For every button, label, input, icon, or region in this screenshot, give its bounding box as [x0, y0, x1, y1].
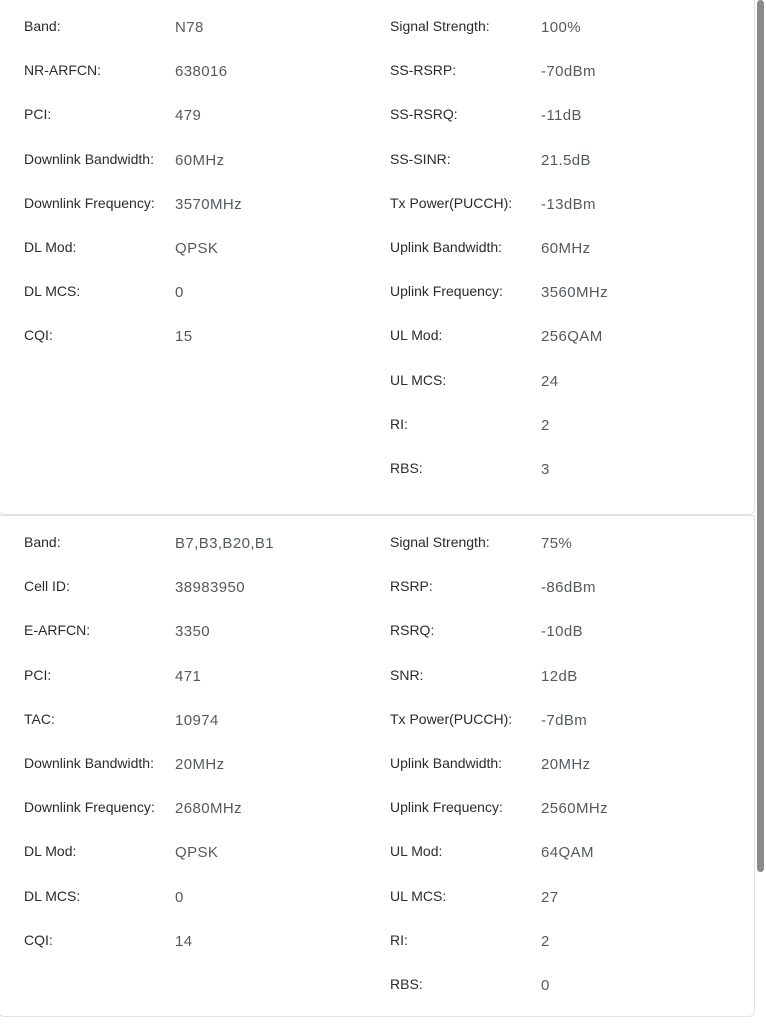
lte-cell-info-panel: [0, 515, 755, 1017]
field-label: UL MCS:: [390, 371, 447, 388]
field-value: -70dBm: [541, 63, 596, 81]
field-label: Downlink Bandwidth:: [24, 754, 154, 771]
field-label: SS-SINR:: [390, 150, 451, 167]
field-label: Tx Power(PUCCH):: [390, 710, 513, 727]
field-label: Downlink Frequency:: [24, 194, 155, 211]
field-value: 38983950: [175, 579, 245, 597]
field-value: 21.5dB: [541, 151, 591, 169]
field-value: 3570MHz: [175, 195, 242, 213]
field-label: SS-RSRQ:: [390, 106, 458, 123]
field-value: 0: [541, 976, 550, 994]
field-value: QPSK: [175, 844, 219, 862]
field-value: 20MHz: [175, 755, 225, 773]
field-label: UL MCS:: [390, 887, 447, 904]
field-label: Downlink Frequency:: [24, 799, 155, 816]
field-value: -7dBm: [541, 711, 588, 729]
field-label: DL Mod:: [24, 843, 77, 860]
field-label: Signal Strength:: [390, 534, 490, 550]
field-label: RI:: [390, 415, 408, 432]
field-value: 20MHz: [541, 755, 591, 773]
field-label: Band:: [24, 534, 61, 550]
field-value: 15: [175, 328, 193, 346]
field-label: Uplink Bandwidth:: [390, 754, 503, 771]
field-label: SS-RSRP:: [390, 62, 457, 79]
field-label: DL Mod:: [24, 238, 77, 255]
field-label: UL Mod:: [390, 327, 443, 344]
field-value: 12dB: [541, 667, 578, 685]
field-label: UL Mod:: [390, 843, 443, 860]
field-value: 10974: [175, 711, 219, 729]
field-label: RSRQ:: [390, 622, 435, 639]
field-label: Uplink Frequency:: [390, 283, 503, 300]
field-label: RBS:: [390, 975, 423, 992]
field-value: QPSK: [175, 239, 219, 257]
field-value: -86dBm: [541, 579, 596, 597]
field-value: N78: [175, 19, 204, 36]
field-value: 75%: [541, 535, 573, 552]
field-value: 2560MHz: [541, 800, 608, 818]
field-value: 2680MHz: [175, 800, 242, 818]
field-label: SNR:: [390, 666, 424, 683]
field-label: NR-ARFCN:: [24, 62, 101, 79]
field-label: PCI:: [24, 666, 52, 683]
field-label: Downlink Bandwidth:: [24, 150, 154, 167]
field-value: 3: [541, 460, 550, 478]
field-label: Band:: [24, 18, 61, 34]
field-value: 3560MHz: [541, 284, 608, 302]
field-label: CQI:: [24, 327, 53, 344]
field-value: 2: [541, 932, 550, 950]
field-value: -13dBm: [541, 195, 596, 213]
field-label: PCI:: [24, 106, 52, 123]
field-value: 60MHz: [175, 151, 225, 169]
field-value: 27: [541, 888, 559, 906]
field-label: Uplink Bandwidth:: [390, 238, 503, 255]
field-label: DL MCS:: [24, 887, 81, 904]
field-value: 256QAM: [541, 328, 603, 346]
field-label: Tx Power(PUCCH):: [390, 194, 513, 211]
field-label: CQI:: [24, 931, 53, 948]
field-label: Uplink Frequency:: [390, 799, 503, 816]
field-value: 24: [541, 372, 559, 390]
field-label: DL MCS:: [24, 283, 81, 300]
field-value: 0: [175, 888, 184, 906]
field-value: -10dB: [541, 623, 584, 641]
field-value: 2: [541, 416, 550, 434]
field-value: 100%: [541, 19, 581, 36]
page-scrollbar[interactable]: [757, 0, 764, 872]
field-value: 479: [175, 107, 202, 125]
field-value: 14: [175, 932, 193, 950]
field-label: Signal Strength:: [390, 18, 490, 34]
field-label: RSRP:: [390, 578, 433, 595]
nr-cell-info-panel: [0, 0, 755, 515]
field-label: Cell ID:: [24, 578, 70, 595]
field-value: 64QAM: [541, 844, 594, 862]
field-label: E-ARFCN:: [24, 622, 91, 639]
field-value: B7,B3,B20,B1: [175, 535, 275, 552]
field-label: RI:: [390, 931, 408, 948]
field-value: -11dB: [541, 107, 582, 125]
field-label: TAC:: [24, 710, 55, 727]
field-value: 471: [175, 667, 202, 685]
field-value: 0: [175, 284, 184, 302]
field-value: 3350: [175, 623, 210, 641]
field-value: 638016: [175, 63, 228, 81]
field-value: 60MHz: [541, 239, 591, 257]
field-label: RBS:: [390, 459, 423, 476]
